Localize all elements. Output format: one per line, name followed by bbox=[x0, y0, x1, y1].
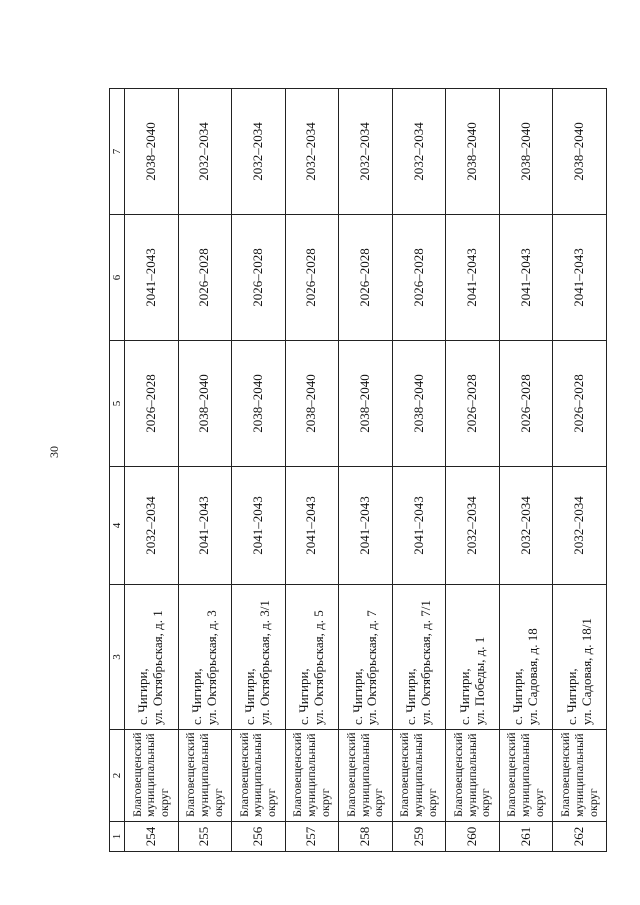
row-number: 262 bbox=[571, 826, 587, 847]
table-row bbox=[125, 89, 179, 852]
period-value: 2032–2034 bbox=[196, 122, 212, 181]
period-cell bbox=[392, 215, 446, 341]
address-line: с. Чигири, bbox=[188, 668, 204, 725]
period-cell bbox=[339, 89, 393, 215]
period-value: 2041–2043 bbox=[464, 248, 480, 307]
address-line: с. Чигири, bbox=[510, 668, 526, 725]
row-number: 258 bbox=[356, 826, 372, 847]
address-cell bbox=[446, 585, 500, 730]
period-value: 2038–2040 bbox=[142, 122, 158, 181]
table-row bbox=[392, 89, 446, 852]
period-cell bbox=[285, 89, 339, 215]
address-line: с. Чигири, bbox=[403, 668, 419, 725]
period-value: 2038–2040 bbox=[196, 374, 212, 433]
row-number-cell bbox=[125, 822, 179, 852]
column-header: 6 bbox=[110, 215, 125, 341]
district-line: Благовещенский bbox=[450, 732, 465, 817]
repair-schedule-table bbox=[109, 88, 607, 852]
address-line: ул. Октябрьская, д. 1 bbox=[150, 610, 166, 725]
district-line: округ bbox=[317, 788, 332, 817]
period-cell bbox=[232, 341, 286, 467]
period-cell bbox=[392, 467, 446, 585]
address-cell bbox=[499, 585, 553, 730]
period-value: 2041–2043 bbox=[517, 248, 533, 307]
row-number-cell bbox=[339, 822, 393, 852]
period-cell bbox=[178, 341, 232, 467]
district-cell bbox=[232, 730, 286, 822]
row-number-cell bbox=[285, 822, 339, 852]
row-number-cell bbox=[446, 822, 500, 852]
period-cell bbox=[339, 215, 393, 341]
period-cell bbox=[499, 215, 553, 341]
period-cell bbox=[339, 341, 393, 467]
table-row bbox=[446, 89, 500, 852]
table-row bbox=[232, 89, 286, 852]
district-line: муниципальный bbox=[411, 733, 426, 817]
period-value: 2041–2043 bbox=[356, 496, 372, 555]
column-header: 7 bbox=[110, 89, 125, 215]
district-line: муниципальный bbox=[143, 733, 158, 817]
period-value: 2038–2040 bbox=[410, 374, 426, 433]
address-line: с. Чигири, bbox=[563, 668, 579, 725]
row-number: 257 bbox=[303, 826, 319, 847]
table-container bbox=[109, 89, 607, 852]
district-cell bbox=[178, 730, 232, 822]
table-row bbox=[285, 89, 339, 852]
district-line: Благовещенский bbox=[557, 732, 572, 817]
period-cell bbox=[446, 467, 500, 585]
table-row bbox=[499, 89, 553, 852]
period-value: 2032–2034 bbox=[356, 122, 372, 181]
period-cell bbox=[232, 215, 286, 341]
address-line: с. Чигири, bbox=[456, 668, 472, 725]
row-number: 260 bbox=[464, 826, 480, 847]
address-line: ул. Садовая, д. 18/1 bbox=[578, 618, 594, 725]
address-line: ул. Победы, д. 1 bbox=[471, 636, 487, 725]
period-cell bbox=[285, 467, 339, 585]
row-number-cell bbox=[499, 822, 553, 852]
district-line: округ bbox=[210, 788, 225, 817]
address-cell bbox=[392, 585, 446, 730]
address-line: с. Чигири, bbox=[295, 668, 311, 725]
address-line: ул. Октябрьская, д. 7/1 bbox=[418, 600, 433, 725]
period-cell bbox=[125, 215, 179, 341]
period-cell bbox=[232, 467, 286, 585]
row-number: 261 bbox=[517, 826, 533, 847]
period-cell bbox=[499, 341, 553, 467]
period-value: 2026–2028 bbox=[142, 374, 158, 433]
row-number-cell bbox=[553, 822, 607, 852]
row-number-cell bbox=[232, 822, 286, 852]
district-line: Благовещенский bbox=[129, 732, 144, 817]
district-cell bbox=[499, 730, 553, 822]
period-value: 2032–2034 bbox=[410, 122, 426, 181]
period-cell bbox=[392, 89, 446, 215]
table-row bbox=[178, 89, 232, 852]
district-line: округ bbox=[532, 788, 546, 817]
period-value: 2038–2040 bbox=[356, 374, 372, 433]
district-line: муниципальный bbox=[250, 733, 265, 817]
column-number-row bbox=[110, 89, 125, 852]
district-cell bbox=[553, 730, 607, 822]
period-value: 2038–2040 bbox=[464, 122, 480, 181]
district-cell bbox=[125, 730, 179, 822]
row-number: 254 bbox=[142, 826, 158, 847]
district-line: округ bbox=[424, 788, 439, 817]
period-value: 2041–2043 bbox=[196, 496, 212, 555]
period-cell bbox=[553, 467, 607, 585]
address-line: ул. Октябрьская, д. 7 bbox=[364, 610, 380, 725]
district-line: муниципальный bbox=[464, 733, 479, 817]
address-line: с. Чигири, bbox=[349, 668, 365, 725]
row-number-cell bbox=[178, 822, 232, 852]
period-value: 2032–2034 bbox=[303, 122, 319, 181]
period-value: 2038–2040 bbox=[249, 374, 265, 433]
address-line: ул. Октябрьская, д. 5 bbox=[310, 610, 326, 725]
period-cell bbox=[553, 341, 607, 467]
table-row bbox=[553, 89, 607, 852]
period-cell bbox=[178, 215, 232, 341]
period-cell bbox=[125, 341, 179, 467]
district-line: Благовещенский bbox=[504, 732, 519, 817]
period-value: 2032–2034 bbox=[571, 496, 587, 555]
period-cell bbox=[339, 467, 393, 585]
page-number: 30 bbox=[47, 446, 61, 458]
district-line: Благовещенский bbox=[397, 732, 412, 817]
period-cell bbox=[446, 341, 500, 467]
period-value: 2038–2040 bbox=[303, 374, 319, 433]
address-line: ул. Октябрьская, д. 3/1 bbox=[257, 600, 273, 725]
period-value: 2032–2034 bbox=[249, 122, 265, 181]
table-row bbox=[339, 89, 393, 852]
period-cell bbox=[178, 467, 232, 585]
period-value: 2041–2043 bbox=[571, 248, 587, 307]
period-cell bbox=[446, 215, 500, 341]
period-cell bbox=[499, 89, 553, 215]
period-cell bbox=[446, 89, 500, 215]
address-cell bbox=[232, 585, 286, 730]
column-header: 3 bbox=[110, 585, 125, 730]
period-value: 2026–2028 bbox=[356, 248, 372, 307]
address-cell bbox=[553, 585, 607, 730]
district-line: муниципальный bbox=[571, 733, 586, 817]
period-value: 2038–2040 bbox=[517, 122, 533, 181]
period-value: 2032–2034 bbox=[142, 496, 158, 555]
district-cell bbox=[446, 730, 500, 822]
period-cell bbox=[285, 341, 339, 467]
period-cell bbox=[125, 89, 179, 215]
address-line: с. Чигири, bbox=[135, 668, 151, 725]
address-cell bbox=[125, 585, 179, 730]
district-line: Благовещенский bbox=[290, 732, 305, 817]
district-cell bbox=[339, 730, 393, 822]
period-value: 2041–2043 bbox=[249, 496, 265, 555]
address-line: ул. Октябрьская, д. 3 bbox=[203, 610, 219, 725]
district-line: округ bbox=[371, 788, 386, 817]
district-line: муниципальный bbox=[357, 733, 372, 817]
period-value: 2026–2028 bbox=[196, 248, 212, 307]
district-line: округ bbox=[585, 788, 600, 817]
district-line: муниципальный bbox=[304, 733, 319, 817]
period-cell bbox=[125, 467, 179, 585]
period-value: 2026–2028 bbox=[464, 374, 480, 433]
district-line: округ bbox=[264, 788, 279, 817]
row-number: 256 bbox=[249, 826, 265, 847]
period-value: 2032–2034 bbox=[464, 496, 480, 555]
period-value: 2026–2028 bbox=[571, 374, 587, 433]
row-number: 255 bbox=[196, 826, 212, 847]
period-cell bbox=[553, 215, 607, 341]
district-line: Благовещенский bbox=[343, 732, 358, 817]
column-header: 4 bbox=[110, 467, 125, 585]
row-number-cell bbox=[392, 822, 446, 852]
period-value: 2041–2043 bbox=[410, 496, 426, 555]
row-number: 259 bbox=[410, 826, 426, 847]
address-line: с. Чигири, bbox=[242, 668, 258, 725]
district-line: округ bbox=[157, 788, 172, 817]
district-line: муниципальный bbox=[196, 733, 211, 817]
column-header: 5 bbox=[110, 341, 125, 467]
address-line: ул. Садовая, д. 18 bbox=[525, 628, 541, 725]
address-cell bbox=[178, 585, 232, 730]
period-cell bbox=[499, 467, 553, 585]
district-line: Благовещенский bbox=[236, 732, 251, 817]
period-value: 2038–2040 bbox=[571, 122, 587, 181]
district-line: муниципальный bbox=[518, 733, 533, 817]
period-cell bbox=[553, 89, 607, 215]
period-value: 2026–2028 bbox=[303, 248, 319, 307]
district-cell bbox=[285, 730, 339, 822]
period-cell bbox=[392, 341, 446, 467]
period-cell bbox=[178, 89, 232, 215]
period-value: 2026–2028 bbox=[410, 248, 426, 307]
period-value: 2026–2028 bbox=[517, 374, 533, 433]
period-cell bbox=[232, 89, 286, 215]
address-cell bbox=[339, 585, 393, 730]
period-value: 2041–2043 bbox=[142, 248, 158, 307]
district-line: округ bbox=[478, 788, 493, 817]
district-line: Благовещенский bbox=[183, 732, 198, 817]
column-header: 1 bbox=[110, 822, 125, 852]
district-cell bbox=[392, 730, 446, 822]
period-cell bbox=[285, 215, 339, 341]
period-value: 2032–2034 bbox=[517, 496, 533, 555]
column-header: 2 bbox=[110, 730, 125, 822]
period-value: 2026–2028 bbox=[249, 248, 265, 307]
address-cell bbox=[285, 585, 339, 730]
period-value: 2041–2043 bbox=[303, 496, 319, 555]
